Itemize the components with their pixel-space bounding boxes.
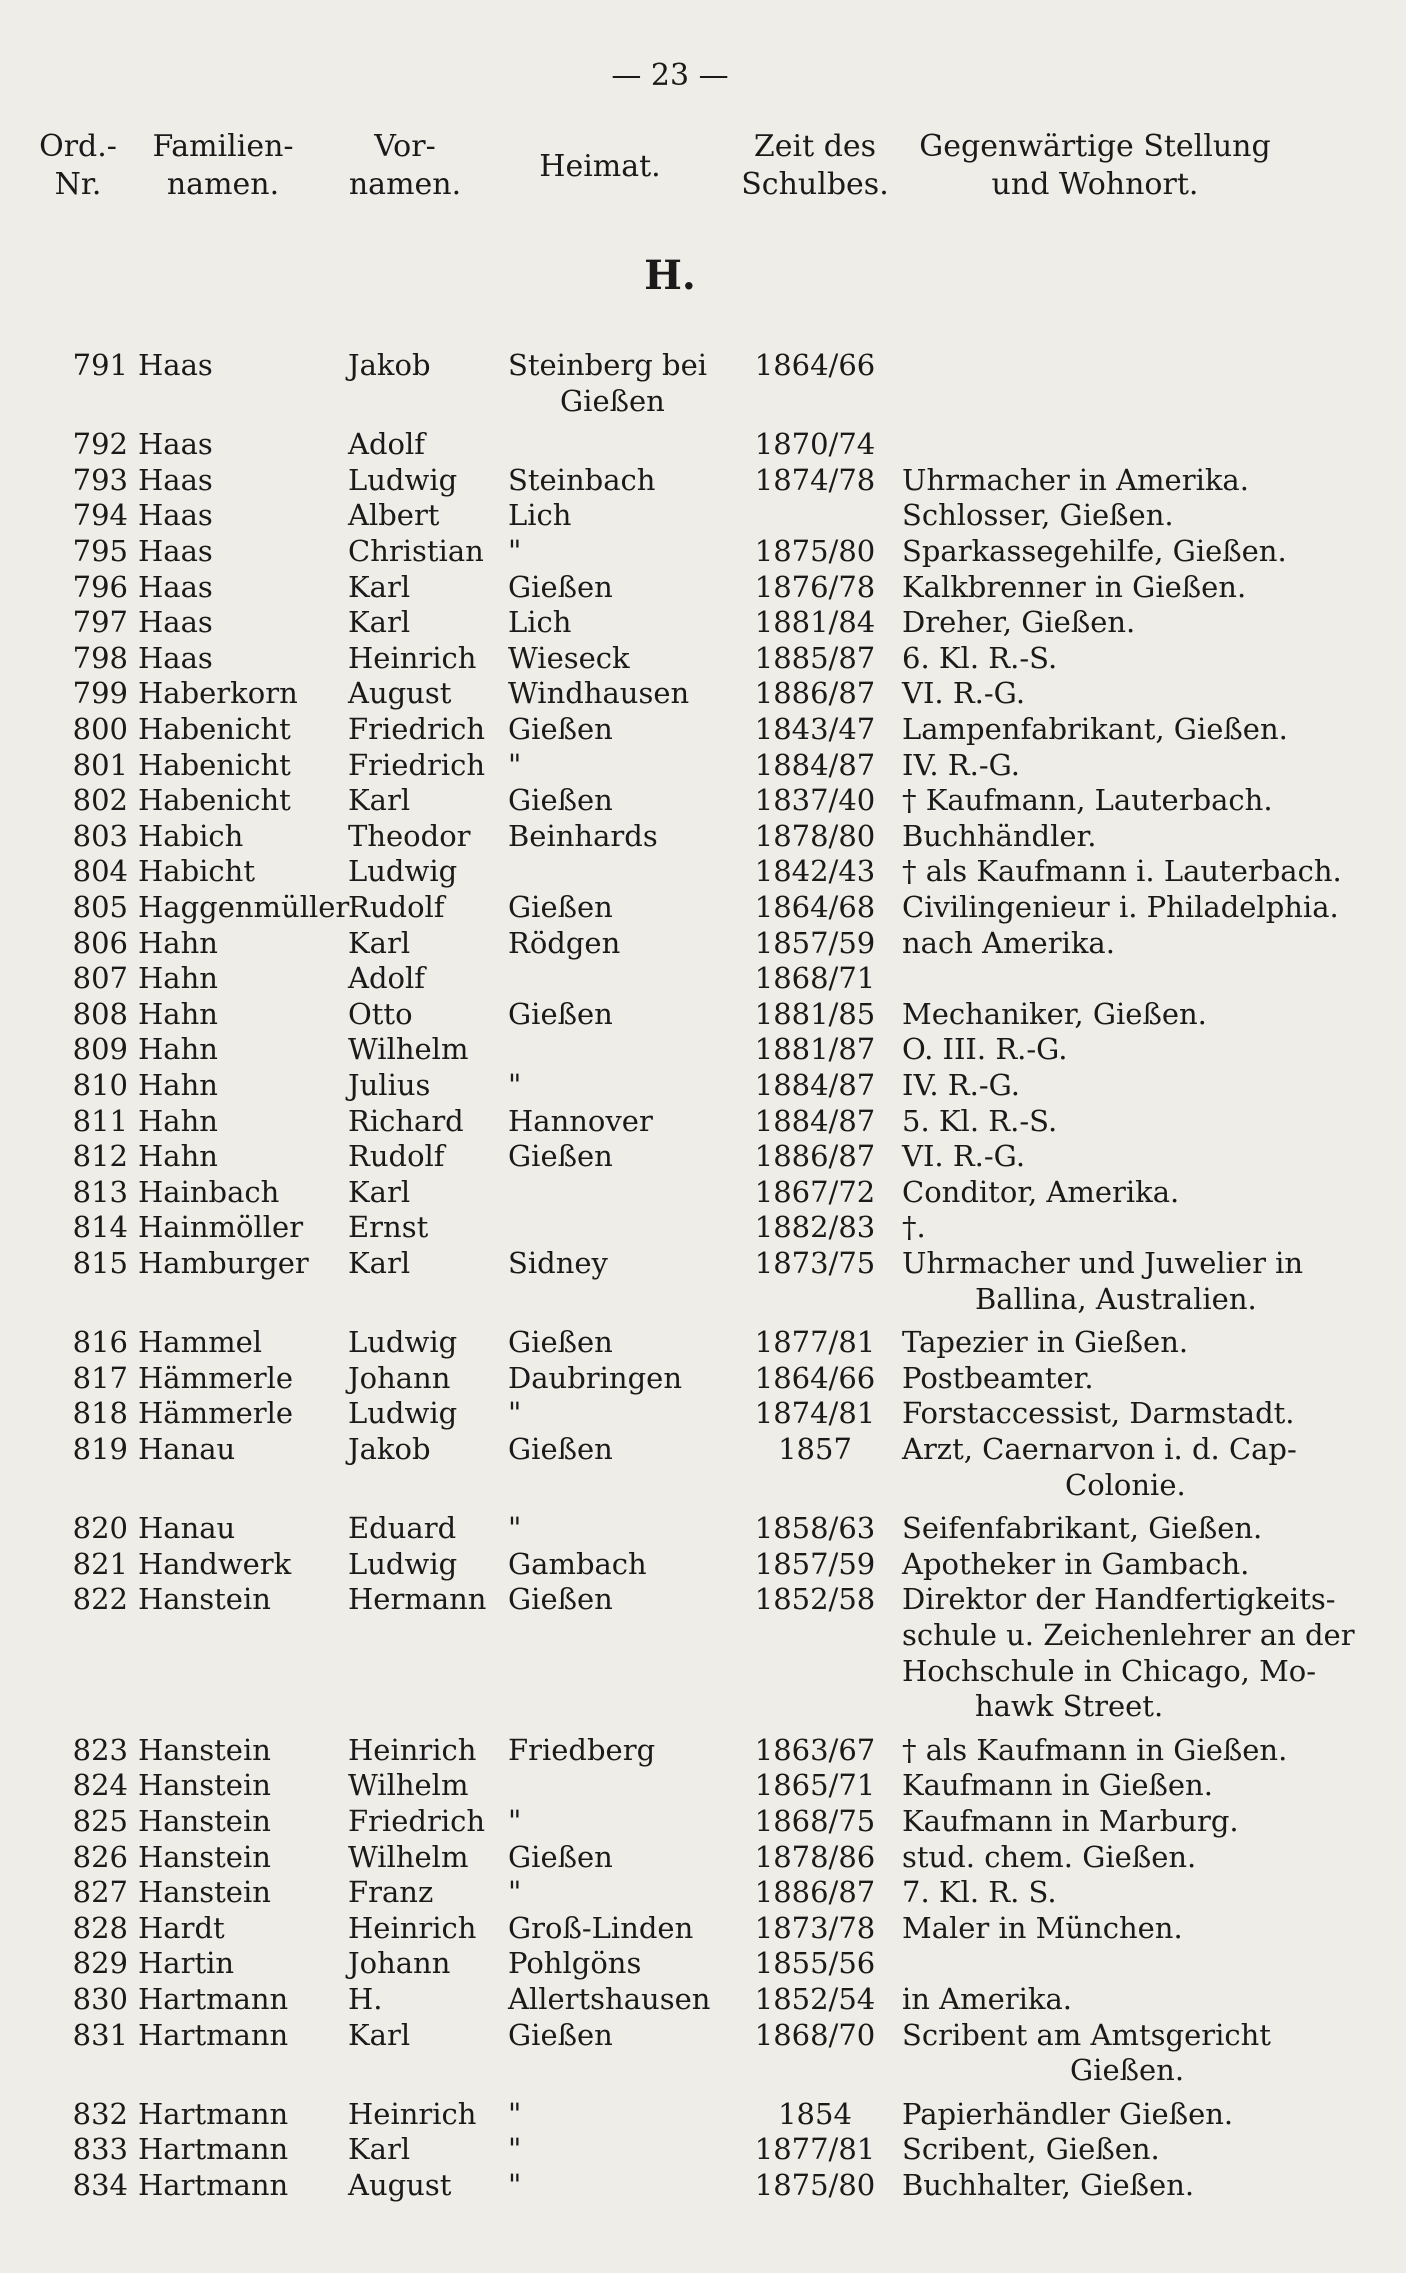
entry-number: 799 xyxy=(72,676,128,711)
entry-vorname: Ludwig xyxy=(348,1396,458,1431)
entry-stellung: Scribent am Amtsgericht xyxy=(902,2017,1271,2052)
entry-stellung: Mechaniker, Gießen. xyxy=(902,996,1207,1031)
entry-familienname: Habicht xyxy=(138,854,255,889)
entry-vorname: August xyxy=(348,676,452,711)
entry-zeit: 1884/87 xyxy=(754,1103,876,1138)
entry-stellung: † Kaufmann, Lauterbach. xyxy=(902,783,1273,818)
entry-zeit: 1857 xyxy=(778,1432,852,1466)
entry-number: 833 xyxy=(72,2132,128,2167)
entry-heimat: Steinberg bei xyxy=(508,348,708,382)
entry-heimat: Gießen xyxy=(508,1139,613,1174)
entry-stellung: Lampenfabrikant, Gießen. xyxy=(902,712,1288,746)
entry-zeit: 1857/59 xyxy=(754,925,876,960)
entry-number: 829 xyxy=(72,1946,128,1981)
entry-heimat: Lich xyxy=(508,605,572,640)
entry-vorname: Friedrich xyxy=(348,1804,486,1838)
entry-vorname: Karl xyxy=(348,569,411,604)
entry-zeit: 1881/87 xyxy=(754,1032,876,1067)
entry-zeit: 1855/56 xyxy=(754,1946,876,1981)
entry-zeit: 1876/78 xyxy=(754,569,876,604)
entry-vorname: Johann xyxy=(348,1946,451,1981)
entry-vorname: Friedrich xyxy=(348,712,486,746)
entry-vorname: Wilhelm xyxy=(348,1839,469,1874)
entry-zeit: 1886/87 xyxy=(754,1139,876,1174)
entry-familienname: Haas xyxy=(138,534,213,568)
entry-familienname: Hämmerle xyxy=(138,1360,294,1395)
entry-heimat: " xyxy=(508,1875,522,1910)
entry-vorname: Albert xyxy=(348,498,440,533)
entry-vorname: Wilhelm xyxy=(348,1032,469,1067)
entry-heimat: Gießen xyxy=(508,890,613,924)
entry-number: 828 xyxy=(72,1910,128,1945)
entry-zeit: 1864/68 xyxy=(754,890,876,924)
entry-vorname: Ludwig xyxy=(348,854,458,889)
entry-number: 814 xyxy=(72,1210,128,1245)
entry-number: 822 xyxy=(72,1582,128,1617)
section-letter: H. xyxy=(644,252,696,299)
entry-vorname: Jakob xyxy=(348,1432,431,1466)
entry-number: 807 xyxy=(72,961,128,996)
header-nr-text: Ord.- Nr. xyxy=(39,129,117,202)
entry-stellung: 5. Kl. R.-S. xyxy=(902,1103,1058,1138)
entry-familienname: Hanstein xyxy=(138,1804,271,1838)
entry-familienname: Hanstein xyxy=(138,1732,271,1767)
entry-zeit: 1881/84 xyxy=(754,605,876,640)
entry-heimat: Pohlgöns xyxy=(508,1946,642,1981)
entry-vorname: Karl xyxy=(348,925,411,960)
entry-number: 824 xyxy=(72,1768,128,1803)
entry-number: 794 xyxy=(72,498,128,533)
entry-number: 812 xyxy=(72,1139,128,1174)
entry-stellung: Civilingenieur i. Philadelphia. xyxy=(902,890,1339,924)
entry-vorname: Ludwig xyxy=(348,1546,458,1581)
entry-number: 832 xyxy=(72,2096,128,2131)
entry-stellung: IV. R.-G. xyxy=(902,747,1020,782)
entry-stellung: Buchhalter, Gießen. xyxy=(902,2168,1195,2202)
entry-vorname: Karl xyxy=(348,2132,411,2167)
entry-zeit: 1852/54 xyxy=(754,1982,876,2016)
entry-number: 792 xyxy=(72,427,128,462)
entry-heimat: Friedberg xyxy=(508,1732,656,1767)
entry-stellung: Buchhändler. xyxy=(902,818,1097,853)
entry-heimat: Gießen xyxy=(508,2017,613,2052)
entry-heimat: " xyxy=(508,2168,522,2202)
entry-familienname: Haas xyxy=(138,605,213,640)
entry-zeit: 1854 xyxy=(778,2096,852,2131)
header-heimat-text: Heimat. xyxy=(539,149,661,184)
entry-vorname: Ludwig xyxy=(348,1325,458,1360)
entry-familienname: Hanstein xyxy=(138,1582,271,1617)
entry-stellung: 6. Kl. R.-S. xyxy=(902,640,1058,675)
entry-familienname: Hardt xyxy=(138,1910,225,1945)
entry-zeit: 1864/66 xyxy=(754,1360,876,1395)
entry-vorname: Christian xyxy=(348,534,484,568)
entry-familienname: Hanau xyxy=(138,1432,236,1466)
entry-familienname: Hanstein xyxy=(138,1768,271,1803)
entry-stellung-continued: Gießen. xyxy=(1070,2053,1185,2088)
entry-heimat: Lich xyxy=(508,498,572,533)
entry-heimat: Daubringen xyxy=(508,1360,682,1395)
entry-vorname: Richard xyxy=(348,1103,464,1138)
entry-stellung: Apotheker in Gambach. xyxy=(902,1546,1250,1581)
entry-zeit: 1875/80 xyxy=(754,2168,876,2202)
entry-stellung: nach Amerika. xyxy=(902,925,1115,960)
entry-zeit: 1867/72 xyxy=(754,1174,876,1209)
entry-familienname: Haas xyxy=(138,348,213,382)
entry-heimat: Gießen xyxy=(508,569,613,604)
entry-zeit: 1868/70 xyxy=(754,2017,876,2052)
entry-number: 830 xyxy=(72,1982,128,2016)
entry-stellung: Kaufmann in Marburg. xyxy=(902,1804,1239,1838)
entry-familienname: Haggenmüller xyxy=(138,890,350,924)
entry-zeit: 1878/80 xyxy=(754,818,876,853)
entry-stellung: Conditor, Amerika. xyxy=(902,1174,1180,1209)
entry-zeit: 1857/59 xyxy=(754,1546,876,1581)
entry-heimat: " xyxy=(508,1068,522,1102)
entry-stellung: Maler in München. xyxy=(902,1910,1183,1945)
entry-stellung: VI. R.-G. xyxy=(902,676,1026,711)
entry-heimat: Gießen xyxy=(508,1432,613,1466)
entry-zeit: 1884/87 xyxy=(754,747,876,782)
entry-vorname: H. xyxy=(348,1982,383,2016)
entry-number: 826 xyxy=(72,1839,128,1874)
entry-zeit: 1885/87 xyxy=(754,640,876,675)
entry-stellung: Kaufmann in Gießen. xyxy=(902,1768,1213,1803)
entry-stellung-continued: Ballina, Australien. xyxy=(975,1281,1257,1316)
entry-vorname: Julius xyxy=(348,1068,431,1102)
entry-heimat: Rödgen xyxy=(508,925,621,960)
entry-familienname: Haas xyxy=(138,498,213,533)
entry-number: 816 xyxy=(72,1325,128,1360)
entry-stellung: O. III. R.-G. xyxy=(902,1032,1068,1067)
entry-zeit: 1884/87 xyxy=(754,1068,876,1102)
entry-familienname: Hanstein xyxy=(138,1875,271,1910)
entry-number: 834 xyxy=(72,2168,128,2202)
entry-vorname: Theodor xyxy=(348,818,471,853)
entry-vorname: Heinrich xyxy=(348,1732,477,1767)
entry-stellung: Dreher, Gießen. xyxy=(902,605,1136,640)
entry-number: 820 xyxy=(72,1511,128,1546)
entry-vorname: Rudolf xyxy=(348,1139,445,1174)
entry-familienname: Hahn xyxy=(138,996,218,1031)
entry-zeit: 1837/40 xyxy=(754,783,876,818)
entry-stellung-continued: Colonie. xyxy=(1065,1467,1186,1502)
entry-zeit: 1874/81 xyxy=(754,1396,876,1431)
entry-stellung: Postbeamter. xyxy=(902,1360,1094,1395)
entry-heimat: Wieseck xyxy=(508,640,630,675)
entry-zeit: 1873/75 xyxy=(754,1246,876,1280)
entry-heimat: " xyxy=(508,2096,522,2131)
entry-number: 821 xyxy=(72,1546,128,1581)
entry-zeit: 1858/63 xyxy=(754,1511,876,1546)
entry-familienname: Hartmann xyxy=(138,2132,289,2167)
entry-vorname: Johann xyxy=(348,1360,451,1395)
entry-heimat: " xyxy=(508,1396,522,1431)
entry-number: 831 xyxy=(72,2017,128,2052)
entry-zeit: 1881/85 xyxy=(754,996,876,1031)
entry-heimat-continued: Gießen xyxy=(560,383,665,418)
entry-stellung: Uhrmacher und Juwelier in xyxy=(902,1246,1304,1280)
entry-heimat: Gießen xyxy=(508,783,613,818)
entry-stellung: IV. R.-G. xyxy=(902,1068,1020,1102)
entry-stellung-continued: Hochschule in Chicago, Mo- xyxy=(902,1653,1317,1688)
entry-zeit: 1865/71 xyxy=(754,1768,876,1803)
entry-number: 815 xyxy=(72,1246,128,1280)
entry-vorname: Eduard xyxy=(348,1511,457,1546)
entry-number: 797 xyxy=(72,605,128,640)
entry-zeit: 1864/66 xyxy=(754,348,876,382)
entry-number: 800 xyxy=(72,712,128,746)
entry-stellung-continued: hawk Street. xyxy=(975,1689,1164,1724)
entry-stellung: Sparkassegehilfe, Gießen. xyxy=(902,534,1287,568)
entry-familienname: Haberkorn xyxy=(138,676,298,711)
entry-heimat: " xyxy=(508,534,522,568)
entry-familienname: Hainbach xyxy=(138,1174,280,1209)
entry-zeit: 1842/43 xyxy=(754,854,876,889)
entry-number: 803 xyxy=(72,818,128,853)
entry-heimat: Gambach xyxy=(508,1546,647,1581)
entry-stellung: Schlosser, Gießen. xyxy=(902,498,1174,533)
entry-familienname: Haas xyxy=(138,427,213,462)
header-familienname-text: Familien- namen. xyxy=(152,129,294,202)
entry-familienname: Haas xyxy=(138,462,213,497)
entry-zeit: 1882/83 xyxy=(754,1210,876,1245)
entry-number: 793 xyxy=(72,462,128,497)
entry-heimat: Sidney xyxy=(508,1246,608,1280)
entry-stellung: Tapezier in Gießen. xyxy=(902,1325,1189,1360)
entry-heimat: Hannover xyxy=(508,1103,653,1138)
entry-vorname: Ludwig xyxy=(348,462,458,497)
entry-zeit: 1868/75 xyxy=(754,1804,876,1838)
entry-heimat: Allertshausen xyxy=(508,1982,711,2016)
entry-number: 827 xyxy=(72,1875,128,1910)
entry-number: 805 xyxy=(72,890,128,924)
entry-stellung: Direktor der Handfertigkeits- xyxy=(902,1582,1336,1617)
entry-familienname: Hanstein xyxy=(138,1839,271,1874)
entry-heimat: Steinbach xyxy=(508,462,656,497)
entry-heimat: Gießen xyxy=(508,1325,613,1360)
entry-familienname: Hartin xyxy=(138,1946,235,1981)
header-vorname-text: Vor- namen. xyxy=(348,129,462,202)
entry-vorname: August xyxy=(348,2168,452,2202)
entry-familienname: Habenicht xyxy=(138,712,291,746)
entry-number: 810 xyxy=(72,1068,128,1102)
entry-familienname: Hartmann xyxy=(138,1982,289,2016)
entry-zeit: 1874/78 xyxy=(754,462,876,497)
entry-vorname: Karl xyxy=(348,605,411,640)
entry-zeit: 1877/81 xyxy=(754,1325,876,1360)
entry-familienname: Hanau xyxy=(138,1511,236,1546)
entry-stellung: Scribent, Gießen. xyxy=(902,2132,1160,2167)
entry-number: 813 xyxy=(72,1174,128,1209)
entry-number: 802 xyxy=(72,783,128,818)
entry-vorname: Friedrich xyxy=(348,747,486,782)
entry-number: 795 xyxy=(72,534,128,568)
entry-number: 811 xyxy=(72,1103,128,1138)
entry-zeit: 1877/81 xyxy=(754,2132,876,2167)
entry-vorname: Karl xyxy=(348,1246,411,1280)
entry-heimat: Groß-Linden xyxy=(508,1910,694,1945)
entry-vorname: Otto xyxy=(348,996,413,1031)
entry-stellung: in Amerika. xyxy=(902,1982,1072,2016)
entry-zeit: 1875/80 xyxy=(754,534,876,568)
entry-stellung: Papierhändler Gießen. xyxy=(902,2096,1234,2131)
entry-zeit: 1878/86 xyxy=(754,1839,876,1874)
entry-familienname: Hämmerle xyxy=(138,1396,294,1431)
entry-number: 817 xyxy=(72,1360,128,1395)
entry-number: 818 xyxy=(72,1396,128,1431)
entry-familienname: Hammel xyxy=(138,1325,263,1360)
entry-familienname: Hartmann xyxy=(138,2096,289,2131)
entry-vorname: Heinrich xyxy=(348,640,477,675)
entry-number: 823 xyxy=(72,1732,128,1767)
entry-vorname: Wilhelm xyxy=(348,1768,469,1803)
entry-zeit: 1868/71 xyxy=(754,961,876,996)
entry-familienname: Haas xyxy=(138,569,213,604)
entry-heimat: Gießen xyxy=(508,1582,613,1617)
entry-heimat: " xyxy=(508,2132,522,2167)
entry-stellung: Kalkbrenner in Gießen. xyxy=(902,569,1247,604)
header-stellung-text: Gegenwärtige Stellung und Wohnort. xyxy=(919,129,1271,202)
entry-stellung: † als Kaufmann in Gießen. xyxy=(902,1732,1288,1767)
entry-number: 798 xyxy=(72,640,128,675)
entry-familienname: Hahn xyxy=(138,1103,218,1138)
entry-familienname: Hahn xyxy=(138,1068,218,1102)
entry-familienname: Habenicht xyxy=(138,783,291,818)
entry-familienname: Habich xyxy=(138,818,244,853)
entry-familienname: Hartmann xyxy=(138,2017,289,2052)
entry-heimat: Beinhards xyxy=(508,818,658,853)
entry-vorname: Heinrich xyxy=(348,1910,477,1945)
entry-familienname: Hahn xyxy=(138,1032,218,1067)
entry-stellung: †. xyxy=(902,1210,926,1245)
entry-vorname: Ernst xyxy=(348,1210,429,1245)
entry-stellung: Forstaccessist, Darmstadt. xyxy=(902,1396,1295,1431)
entry-heimat: " xyxy=(508,747,522,782)
entry-vorname: Jakob xyxy=(348,348,431,382)
entry-vorname: Franz xyxy=(348,1875,434,1910)
entry-stellung: Uhrmacher in Amerika. xyxy=(902,462,1249,497)
entry-number: 791 xyxy=(72,348,128,382)
entry-stellung: 7. Kl. R. S. xyxy=(902,1875,1057,1910)
entry-number: 796 xyxy=(72,569,128,604)
entry-number: 825 xyxy=(72,1804,128,1838)
entry-zeit: 1886/87 xyxy=(754,1875,876,1910)
header-zeit-text: Zeit des Schulbes. xyxy=(741,129,889,202)
entry-heimat: " xyxy=(508,1804,522,1838)
entry-vorname: Hermann xyxy=(348,1582,487,1617)
entry-stellung: VI. R.-G. xyxy=(902,1139,1026,1174)
entry-number: 808 xyxy=(72,996,128,1031)
entry-stellung: † als Kaufmann i. Lauterbach. xyxy=(902,854,1342,889)
entry-number: 804 xyxy=(72,854,128,889)
entry-familienname: Habenicht xyxy=(138,747,291,782)
page-number: — 23 — xyxy=(611,58,729,93)
entry-familienname: Hahn xyxy=(138,925,218,960)
entry-stellung: stud. chem. Gießen. xyxy=(902,1839,1197,1874)
entry-familienname: Hainmöller xyxy=(138,1210,304,1245)
entry-stellung-continued: schule u. Zeichenlehrer an der xyxy=(902,1618,1355,1652)
entry-number: 819 xyxy=(72,1432,128,1466)
entry-zeit: 1843/47 xyxy=(754,712,876,746)
entry-vorname: Adolf xyxy=(348,427,425,462)
entry-zeit: 1852/58 xyxy=(754,1582,876,1617)
entry-heimat: Windhausen xyxy=(508,676,690,711)
entry-heimat: " xyxy=(508,1511,522,1546)
entry-vorname: Adolf xyxy=(348,961,425,996)
entry-heimat: Gießen xyxy=(508,996,613,1031)
entry-vorname: Rudolf xyxy=(348,890,445,924)
entry-vorname: Karl xyxy=(348,2017,411,2052)
entry-number: 809 xyxy=(72,1032,128,1067)
entry-zeit: 1863/67 xyxy=(754,1732,876,1767)
entry-familienname: Handwerk xyxy=(138,1546,292,1581)
entry-number: 801 xyxy=(72,747,128,782)
entry-stellung: Arzt, Caernarvon i. d. Cap- xyxy=(902,1432,1297,1466)
entry-number: 806 xyxy=(72,925,128,960)
entry-heimat: Gießen xyxy=(508,712,613,746)
entry-vorname: Heinrich xyxy=(348,2096,477,2131)
entry-familienname: Hamburger xyxy=(138,1246,309,1280)
entry-familienname: Hartmann xyxy=(138,2168,289,2202)
entry-vorname: Karl xyxy=(348,783,411,818)
entry-zeit: 1886/87 xyxy=(754,676,876,711)
entry-zeit: 1873/78 xyxy=(754,1910,876,1945)
entry-familienname: Hahn xyxy=(138,1139,218,1174)
entry-heimat: Gießen xyxy=(508,1839,613,1874)
entry-familienname: Hahn xyxy=(138,961,218,996)
entry-familienname: Haas xyxy=(138,640,213,675)
entry-vorname: Karl xyxy=(348,1174,411,1209)
entry-zeit: 1870/74 xyxy=(754,427,876,462)
entry-stellung: Seifenfabrikant, Gießen. xyxy=(902,1511,1263,1546)
